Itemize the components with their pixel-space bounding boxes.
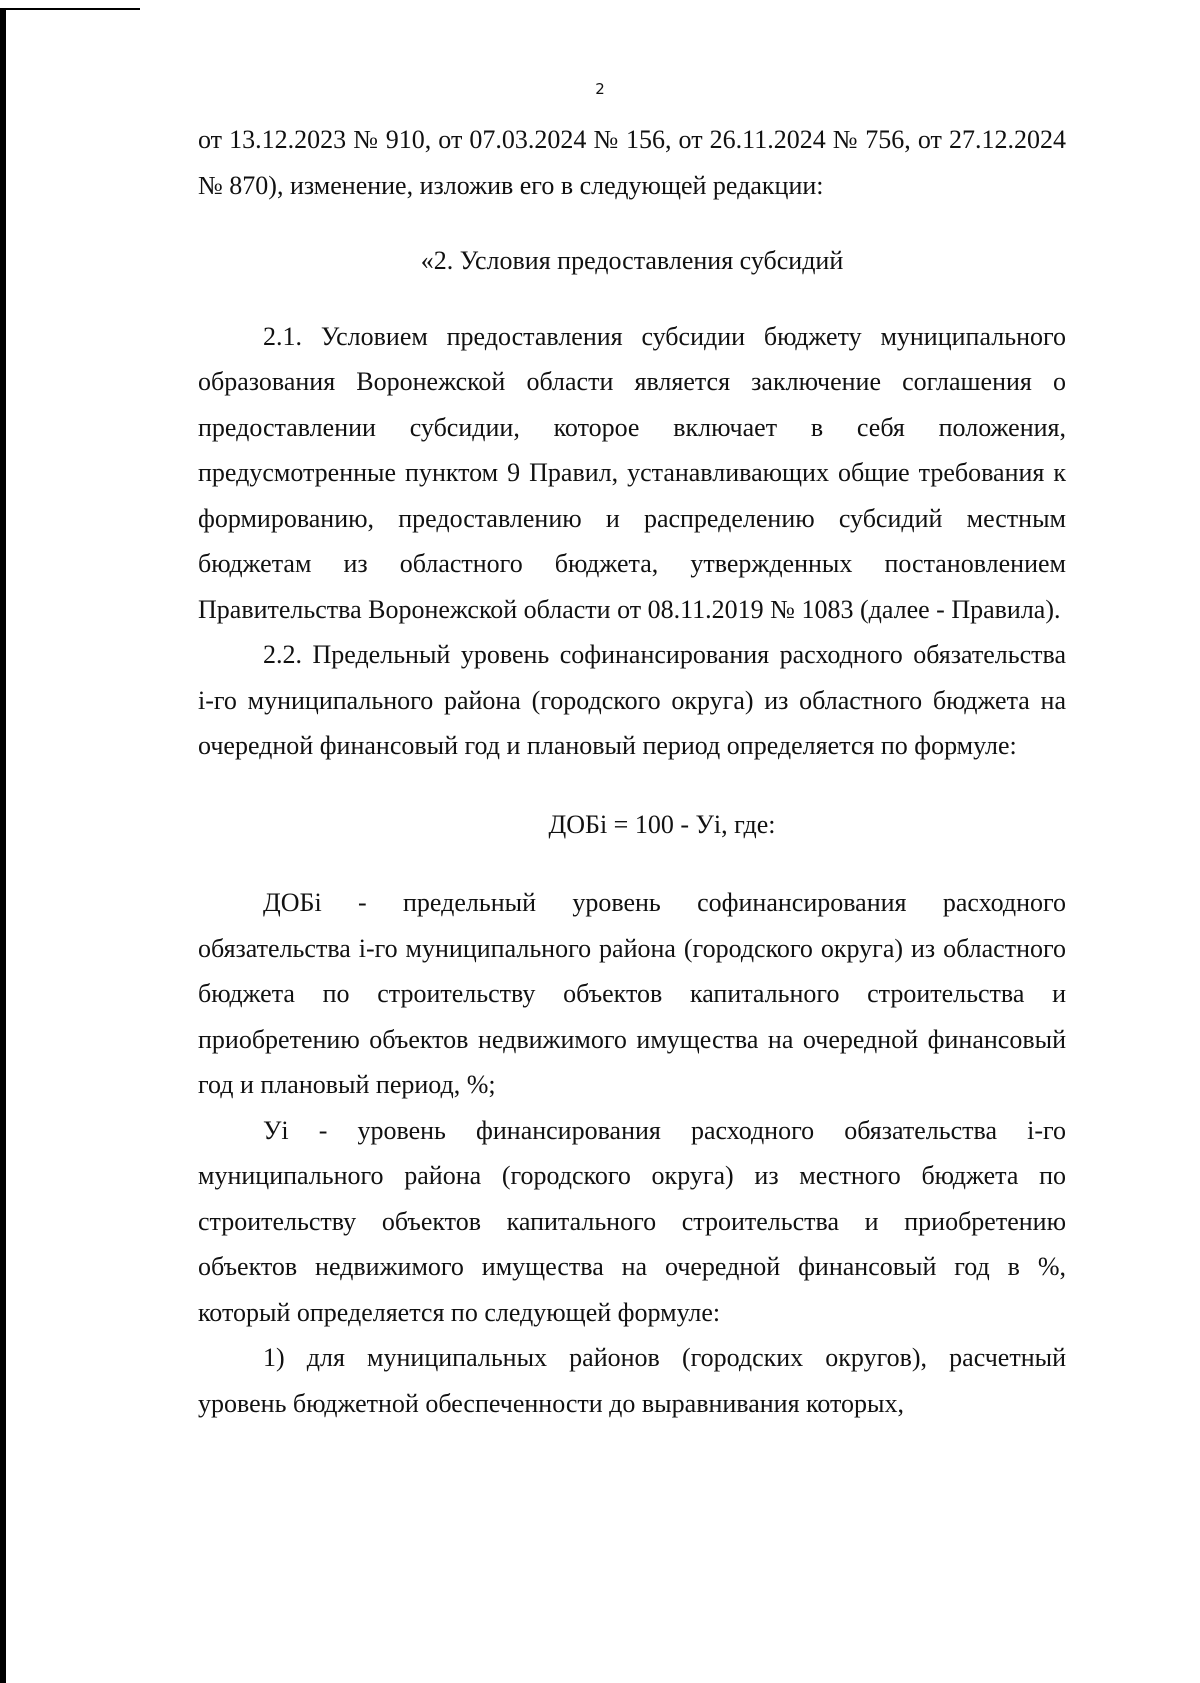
document-body: [198, 117, 1066, 1426]
paragraph-2-1: 2.1. Условием предоставления субсидии бюджету муниципального образования Воронежской области является заключение соглашения о предоставлении субсидии, которое включает в себя положения, предусмотренные пунктом 9 Правил, устанавливающих общие требования к формированию, предоставлению и распределению субсидий местным бюджетам из областного бюджета, утвержденных постановлением Правительства Воронежской области от 08.11.2019 № 1083 (далее - Правила).: [198, 321, 1066, 624]
definition-ui: Уі - уровень финансирования расходного обязательства і-го муниципального района (городского округа) из местного бюджета по строительству объектов капитального строительства и приобретению объектов недвижимого имущества на очередной финансовый год в %, который определяется по следующей формуле:: [198, 1115, 1066, 1327]
list-item-1: 1) для муниципальных районов (городских округов), расчетный уровень бюджетной обеспеченности до выравнивания которых,: [198, 1343, 1066, 1418]
section-heading: «2. Условия предоставления субсидий: [420, 246, 844, 275]
scan-border-top: [0, 8, 140, 10]
definition-dobi: ДОБі - предельный уровень софинансирования расходного обязательства і-го муниципального района (городского округа) из областного бюджета по строительству объектов капитального строительства и приобретению объектов недвижимого имущества на очередной финансовый год и плановый период, %;: [198, 888, 1066, 1099]
formula: ДОБі = 100 - Уі, где:: [548, 809, 776, 839]
page-number: 2: [595, 80, 605, 98]
scan-border-left: [0, 8, 6, 1683]
paragraph-2-2: 2.2. Предельный уровень софинансирования расходного обязательства і-го муниципального района (городского округа) из областного бюджета на очередной финансовый год и плановый период определяется по формуле:: [198, 640, 1066, 760]
paragraph-amendments: от 13.12.2023 № 910, от 07.03.2024 № 156, от 26.11.2024 № 756, от 27.12.2024 № 870), изменение, изложив его в следующей редакции:: [198, 125, 1066, 200]
